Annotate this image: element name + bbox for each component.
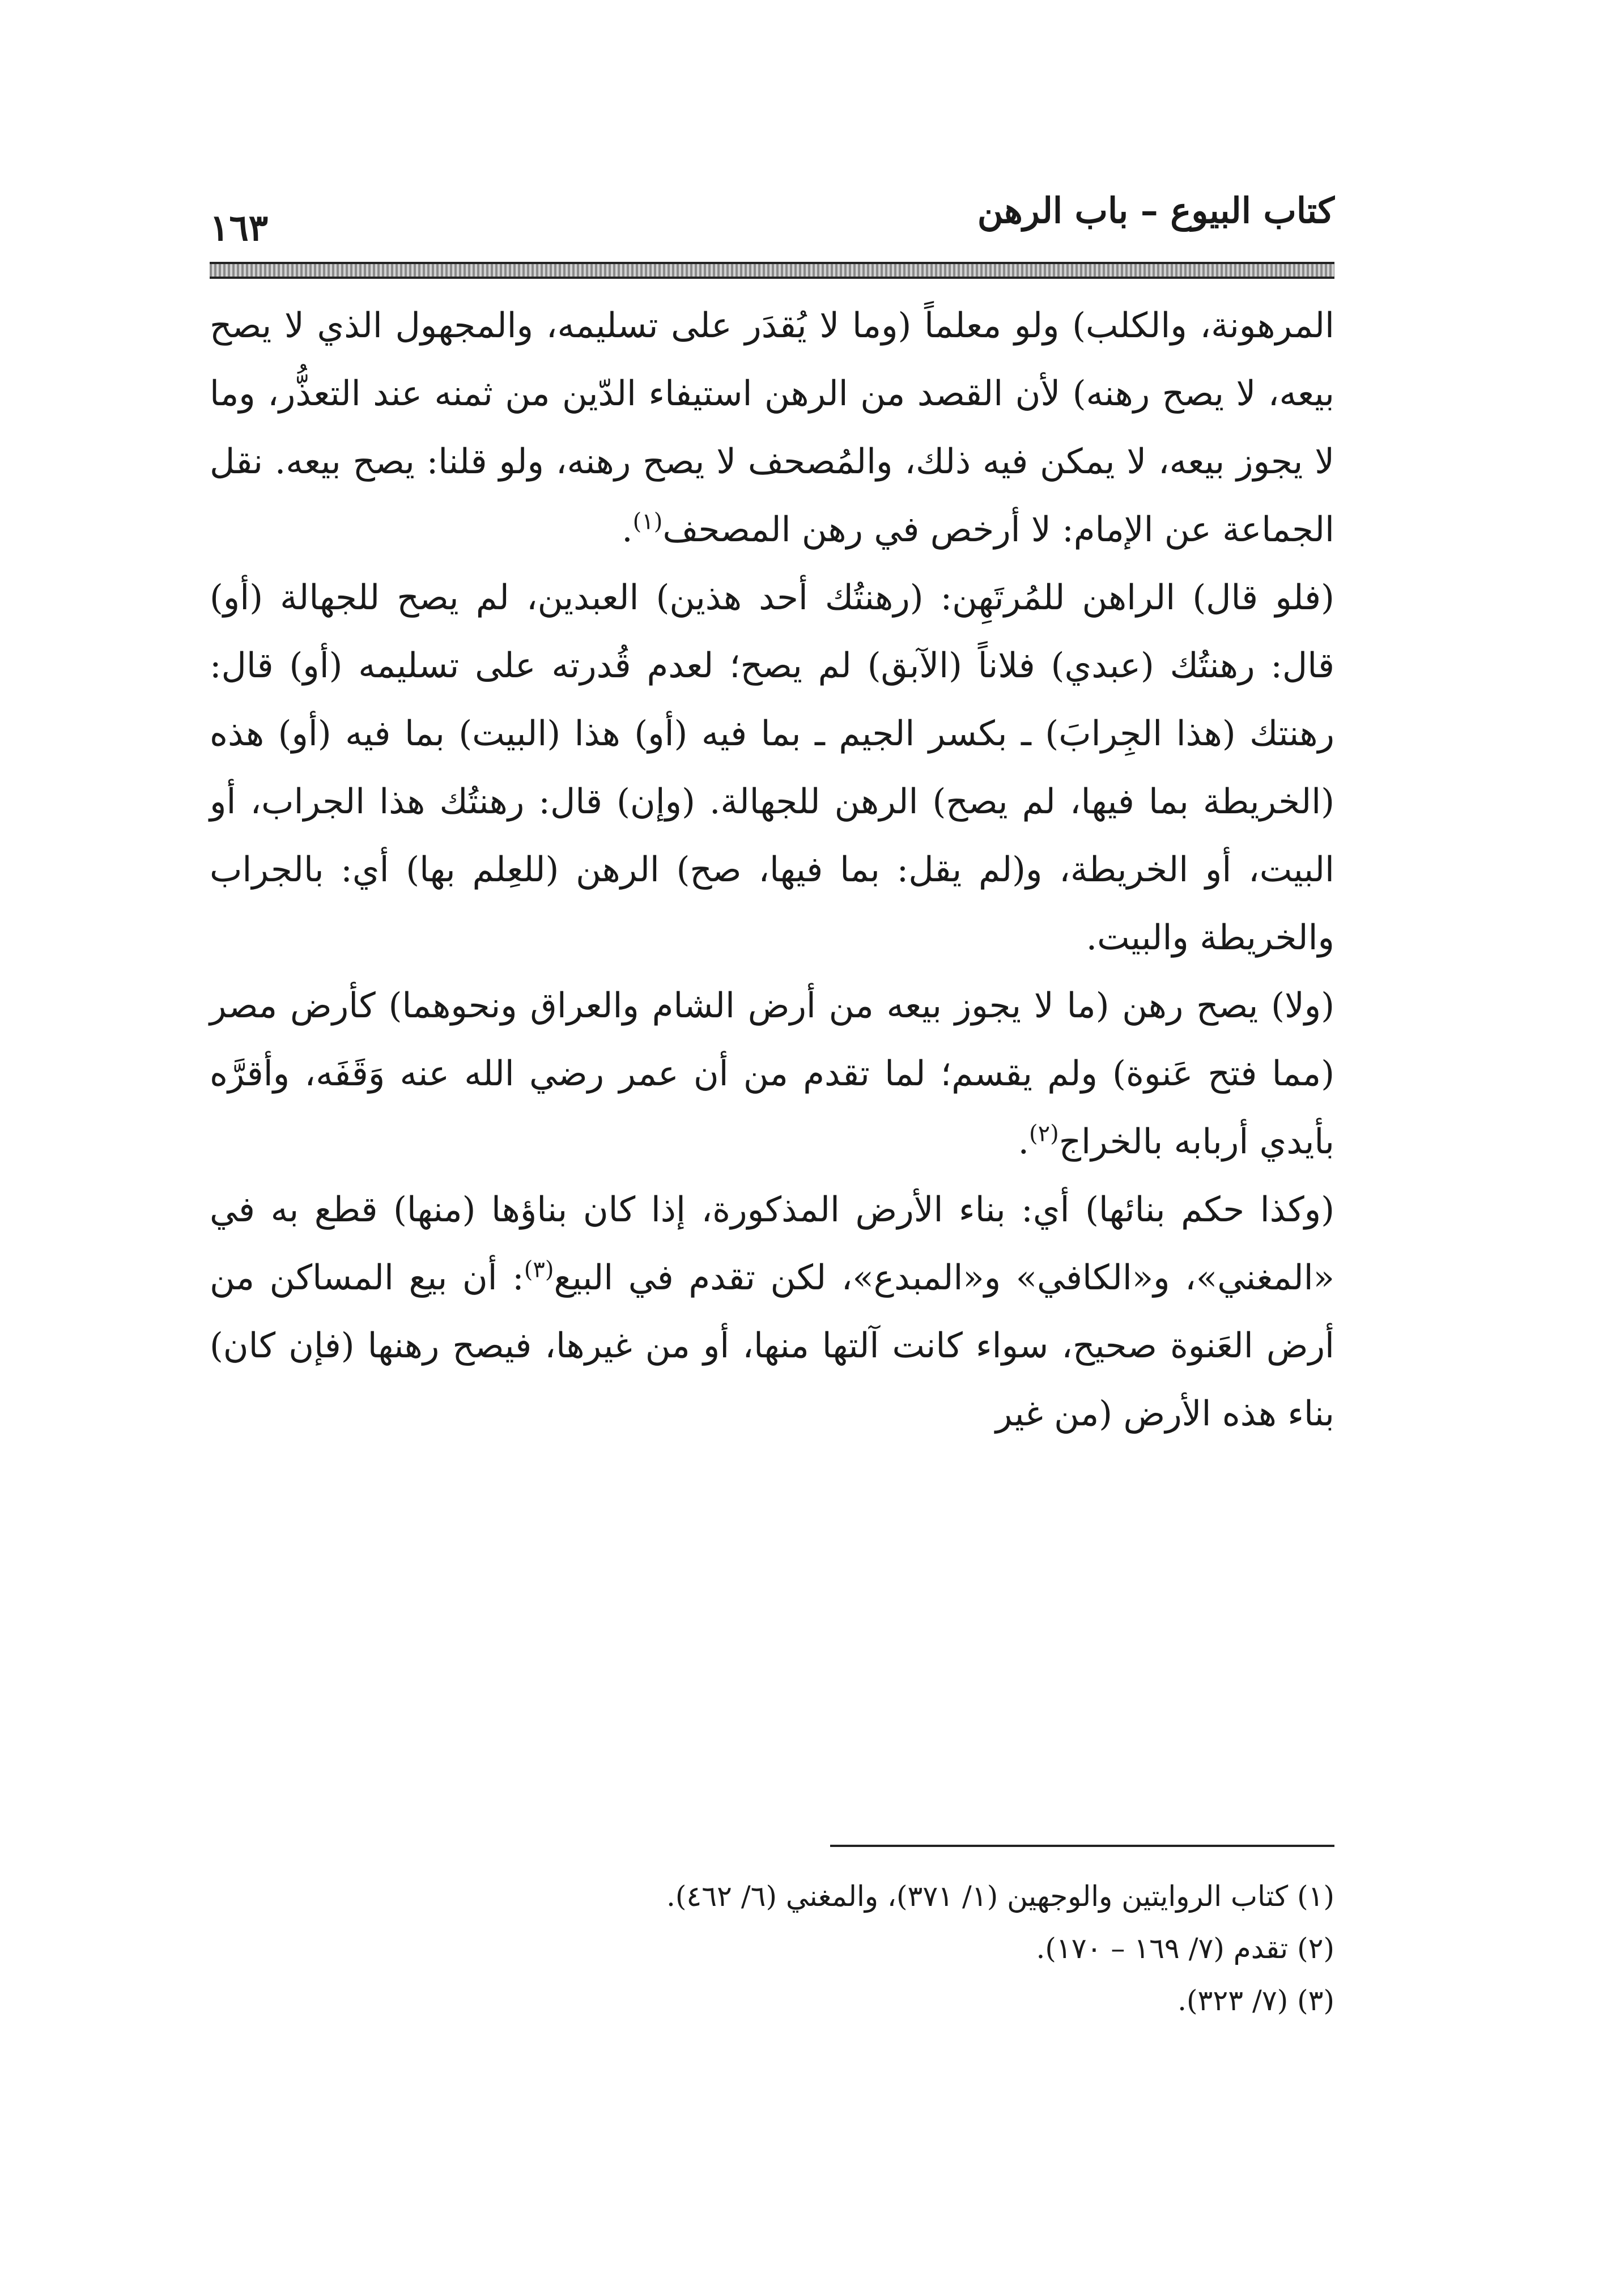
footnote-ref-3: (٣) — [524, 1256, 554, 1283]
footnote-3: (٣) (٧/ ٣٢٣). — [1177, 1984, 1334, 2017]
page-number: ١٦٣ — [210, 207, 269, 249]
main-text — [210, 292, 1334, 1448]
paragraph-4-text: (وكذا حكم بنائها) أي: بناء الأرض المذكورة، إذا كان بناؤها (منها) قطع به في «المغني»، و«الكافي» و«المبدع»، لكن تقدم في البيع — [210, 1190, 1334, 1298]
footnote-ref-2: (٢) — [1029, 1120, 1059, 1147]
paragraph-1-text: المرهونة، والكلب) ولو معلماً (وما لا يُقدَر على تسليمه، والمجهول الذي لا يصح بيعه، لا يصح رهنه) لأن القصد من الرهن استيفاء الدّين من ثمنه عند التعذُّر، وما لا يجوز بيعه، لا يمكن فيه ذلك، والمُصحف لا يصح رهنه، ولو قلنا: يصح بيعه. نقل الجماعة عن الإمام: لا أرخص في رهن المصحف — [210, 305, 1334, 550]
footnote-1: (١) كتاب الروايتين والوجهين (١/ ٣٧١)، والمغني (٦/ ٤٦٢). — [666, 1880, 1334, 1913]
paragraph-4 — [210, 1176, 1334, 1448]
paragraph-1-tail: . — [622, 509, 633, 550]
header-rule — [210, 262, 1334, 279]
paragraph-3-tail: . — [1018, 1122, 1030, 1162]
footnote-ref-1: (١) — [632, 508, 663, 535]
footnotes — [210, 1870, 1334, 2027]
footnote-rule — [830, 1845, 1334, 1847]
paragraph-3 — [210, 972, 1334, 1176]
paragraph-3-text: (ولا) يصح رهن (ما لا يجوز بيعه من أرض الشام والعراق ونحوهما) كأرض مصر (مما فتح عَنوة) ولم يقسم؛ لما تقدم من أن عمر رضي الله عنه وَقَفَه، وأقرَّه بأيدي أربابه بالخراج — [210, 986, 1334, 1162]
running-title: كتاب البيوع – باب الرهن — [977, 190, 1334, 231]
paragraph-1 — [210, 292, 1334, 564]
paragraph-2-text: (فلو قال) الراهن للمُرتَهِن: (رهنتُك أحد هذين) العبدين، لم يصح للجهالة (أو) قال: رهنتُك (عبدي) فلاناً (الآبق) لم يصح؛ لعدم قُدرته على تسليمه (أو) قال: رهنتك (هذا الجِرابَ) ـ بكسر الجيم ـ بما فيه (أو) هذا (البيت) بما فيه (أو) هذه (الخريطة بما فيها، لم يصح) الرهن للجهالة. (وإن) قال: رهنتُك هذا الجراب، أو البيت، أو الخريطة، و(لم يقل: بما فيها، صح) الرهن (للعِلم بها) أي: بالجراب والخريطة والبيت. — [210, 578, 1334, 958]
paragraph-4-tail: : أن بيع المساكن من أرض العَنوة صحيح، سواء كانت آلتها منها، أو من غيرها، فيصح رهنها (فإن كان) بناء هذه الأرض (من غير — [210, 1258, 1334, 1434]
page-header — [210, 184, 1334, 264]
footnote-2: (٢) تقدم (٧/ ١٦٩ – ١٧٠). — [1036, 1932, 1334, 1965]
paragraph-2 — [210, 564, 1334, 972]
